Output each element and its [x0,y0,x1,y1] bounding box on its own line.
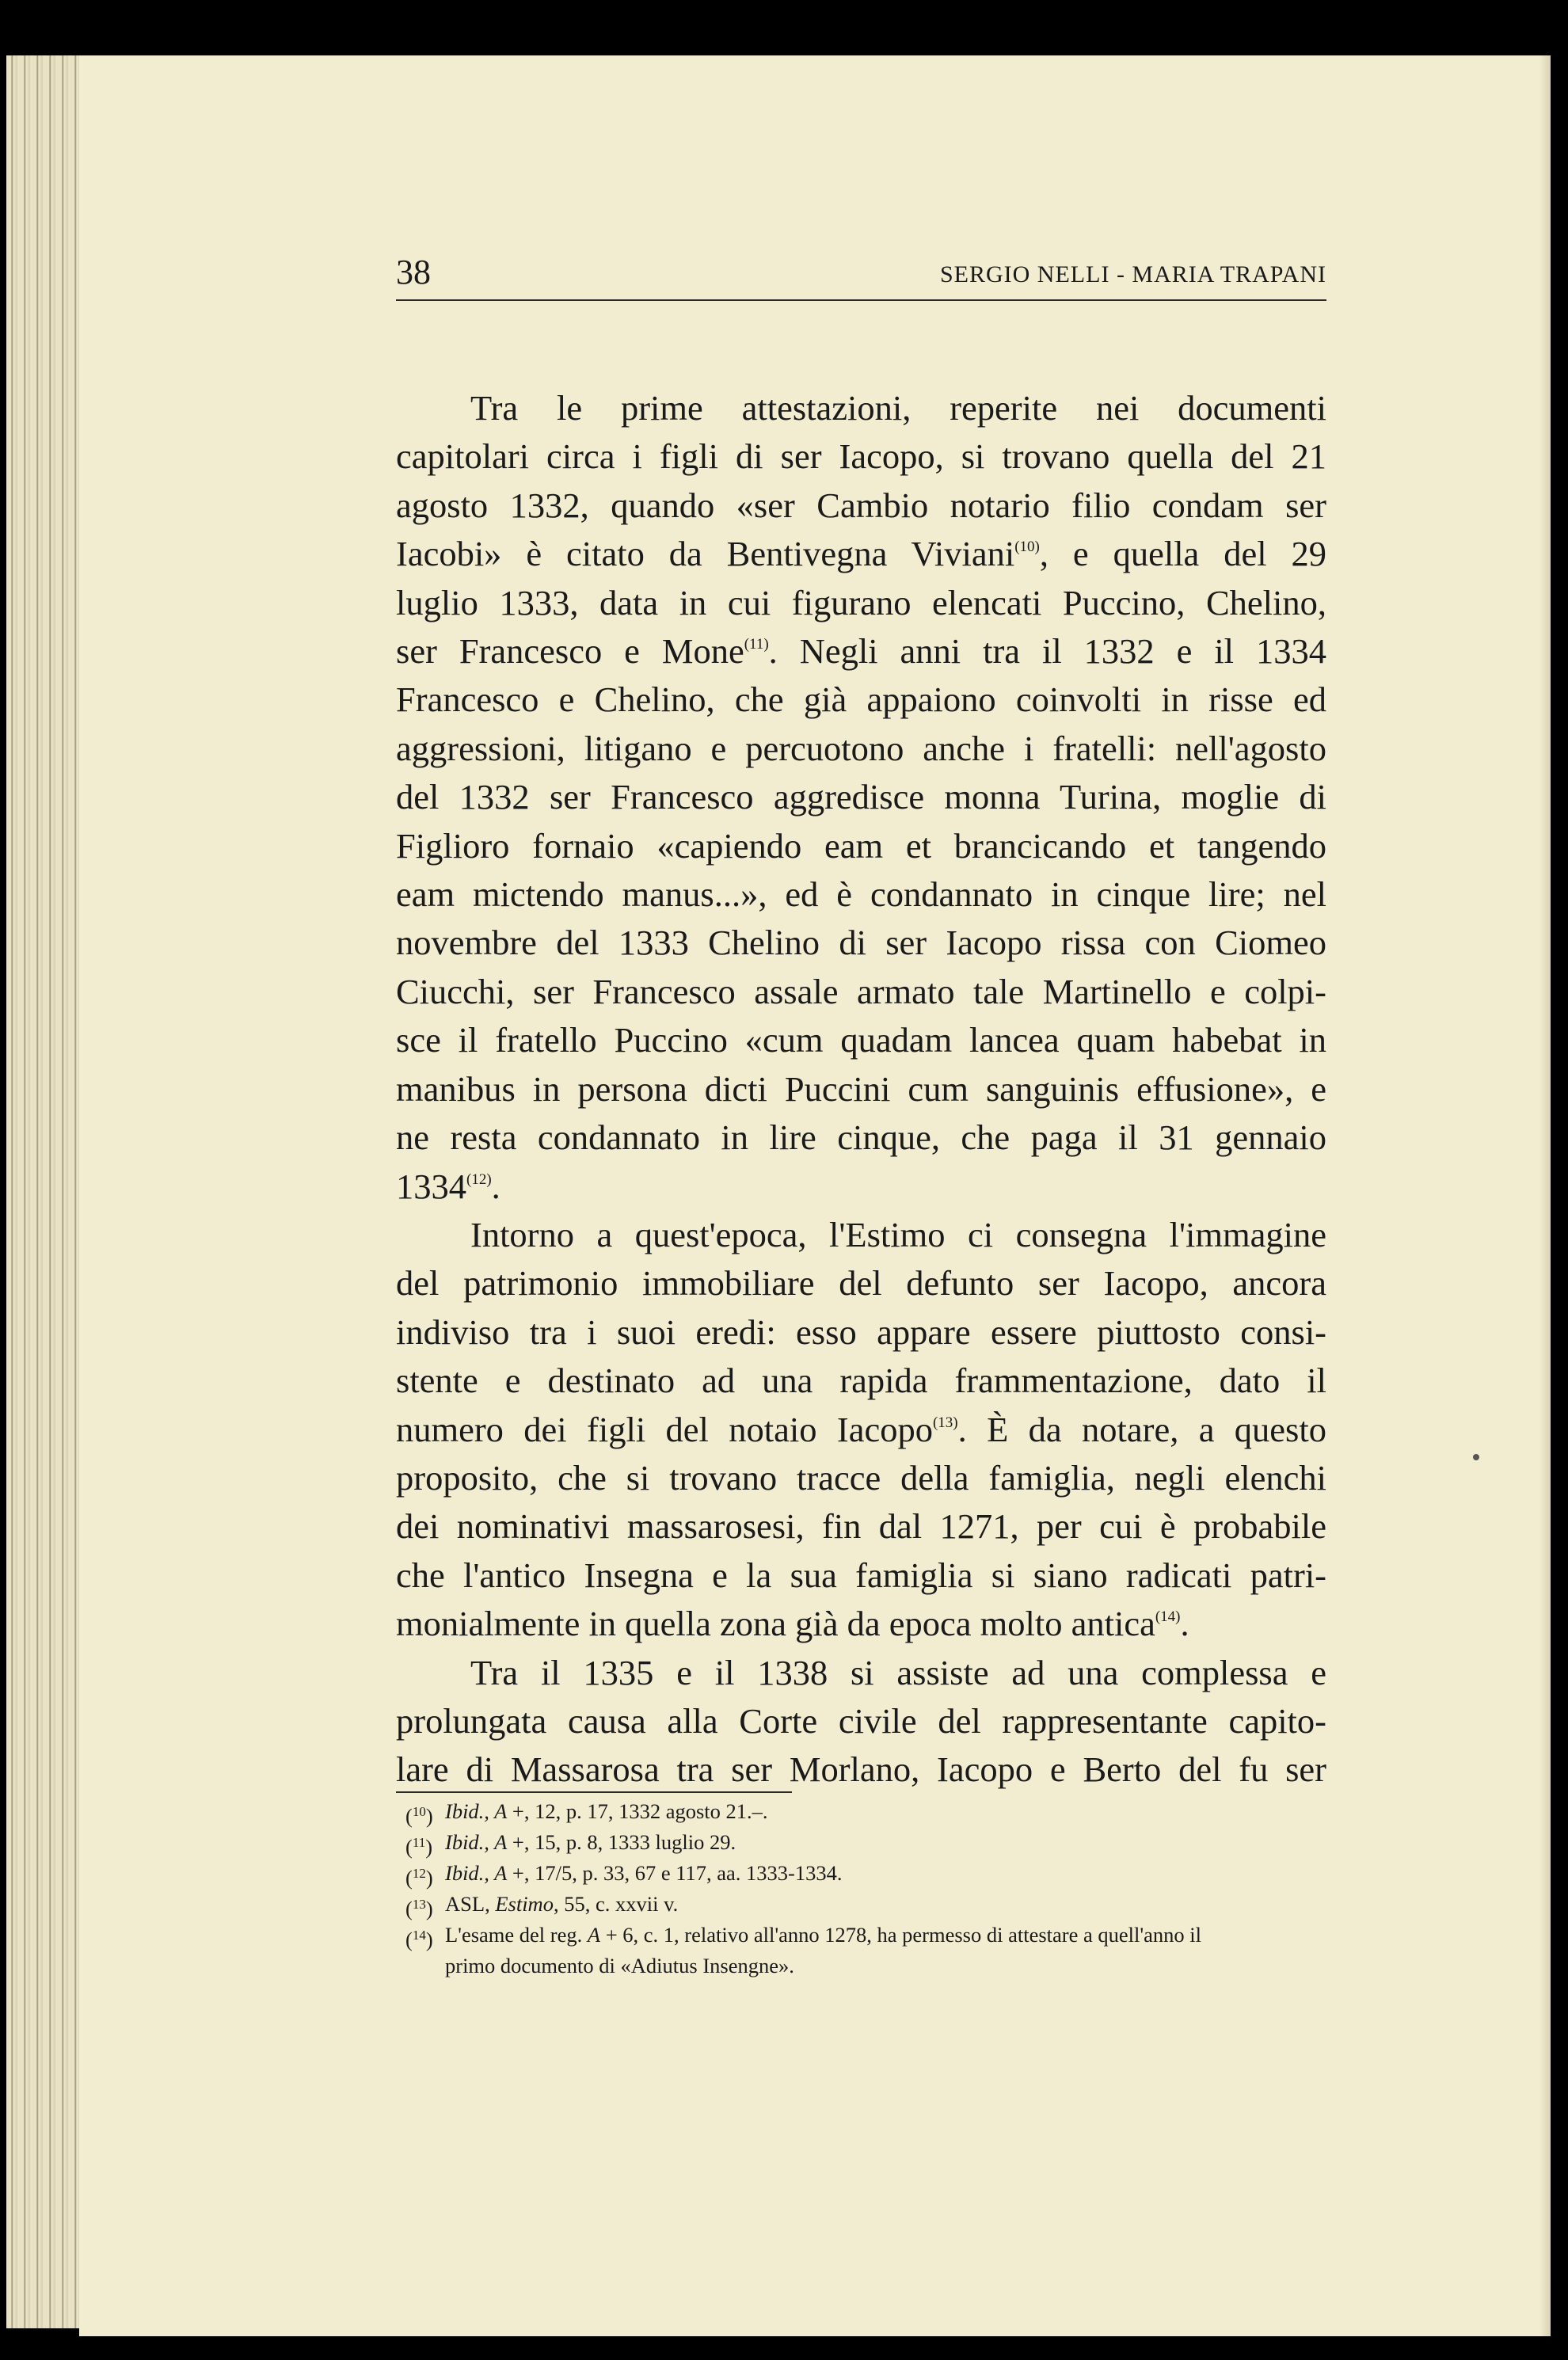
page-fold-shadow [1539,55,1551,2336]
footnote-ref: (14) [1155,1608,1181,1626]
footnote-ref: (10) [1014,539,1040,556]
text-line: lare di Massarosa tra ser Morlano, Iacopo e Berto del fu ser [396,1749,1326,1790]
text-line: che l'antico Insegna e la sua famiglia si siano radicati patri- [396,1555,1326,1595]
footnote-number: ($^{13}$) [405,1897,433,1920]
text-line: eam mictendo manus...», ed è condannato in cinque lire; nel [396,874,1326,915]
text-line: Tra le prime attestazioni, reperite nei documenti [470,388,1326,428]
text-line: novembre del 1333 Chelino di ser Iacopo rissa con Ciomeo [396,923,1326,963]
text-line: manibus in persona dicti Puccini cum sanguinis effusione», e [396,1068,1326,1109]
text-line: Iacobi» è citato da Bentivegna Viviani$^{(10)}$, e quella del 29 [396,534,1326,574]
footnotes [396,1796,1330,1981]
text-line: Tra il 1335 e il 1338 si assiste ad una complessa e [470,1652,1326,1692]
text-line: del patrimonio immobiliare del defunto ser Iacopo, ancora [396,1263,1326,1304]
text-line: stente e destinato ad una rapida frammentazione, dato il [396,1361,1326,1401]
paragraph-1 [396,384,1326,1211]
text-line: luglio 1333, data in cui figurano elencati Puccino, Chelino, [396,582,1326,622]
footnote-11: ($^{11}$) Ibid., A +, 15, p. 8, 1333 luglio 29. [396,1827,1330,1858]
page-number: 38 [396,253,431,291]
footnote-ref: (11) [744,636,769,653]
text-line: Intorno a quest'epoca, l'Estimo ci consegna l'immagine [470,1214,1326,1254]
footnote-12: ($^{12}$) Ibid., A +, 17/5, p. 33, 67 e 117, aa. 1333-1334. [396,1858,1330,1889]
header-rule [396,299,1326,301]
text-line: dei nominativi massarosesi, fin dal 1271, per cui è probabile [396,1506,1326,1547]
text-line: capitolari circa i figli di ser Iacopo, si trovano quella del 21 [396,436,1326,477]
text-line: monialmente in quella zona già da epoca molto antica$^{(14)}$. [396,1604,1189,1644]
footnote-ref: (13) [932,1414,958,1431]
text-line: numero dei figli del notaio Iacopo$^{(13)}$. È da notare, a questo [396,1409,1326,1449]
text-line: Figlioro fornaio «capiendo eam et brancicando et tangendo [396,825,1326,866]
paper-speck [1473,1454,1479,1460]
text-line: 1334$^{(12)}$. [396,1166,500,1206]
running-head: SERGIO NELLI - MARIA TRAPANI [939,261,1326,287]
text-line: Ciucchi, ser Francesco assale armato tale Martinello e colpi- [396,971,1326,1011]
text-line: aggressioni, litigano e percuotono anche i fratelli: nell'agosto [396,728,1326,768]
footnote-14: ($^{14}$) L'esame del reg. A + 6, c. 1, relativo all'anno 1278, ha permesso di attestare a quell'anno il primo documento di «Adiutus Insengne». [396,1920,1330,1981]
text-line: ne resta condannato in lire cinque, che paga il 31 gennaio [396,1117,1326,1158]
footnote-13: ($^{13}$) ASL, Estimo, 55, c. xxvii v. [396,1889,1330,1920]
footnote-number: ($^{11}$) [405,1835,433,1859]
paragraph-2 [396,1211,1326,1649]
paragraph-3 [396,1649,1326,1795]
footnote-number: ($^{12}$) [405,1866,433,1890]
text-line: ser Francesco e Mone$^{(11)}$. Negli anni tra il 1332 e il 1334 [396,631,1326,672]
page-header [396,252,1326,303]
footnote-number: ($^{14}$) [405,1928,433,1951]
text-line: Francesco e Chelino, che già appaiono coinvolti in risse ed [396,679,1326,720]
text-line: proposito, che si trovano tracce della famiglia, negli elenchi [396,1457,1326,1498]
text-line: sce il fratello Puccino «cum quadam lancea quam habebat in [396,1020,1326,1060]
text-line: indiviso tra i suoi eredi: esso appare essere piuttosto consi- [396,1311,1326,1352]
text-line: del 1332 ser Francesco aggredisce monna Turina, moglie di [396,777,1326,817]
text-line: agosto 1332, quando «ser Cambio notario filio condam ser [396,485,1326,525]
text-line: prolungata causa alla Corte civile del rappresentante capito- [396,1700,1326,1741]
footnote-rule [396,1791,792,1793]
footnote-ref: (12) [466,1170,492,1188]
footnote-number: ($^{10}$) [405,1804,433,1828]
footnote-10: ($^{10}$) Ibid., A +, 12, p. 17, 1332 agosto 21.–. [396,1796,1330,1827]
body-text [396,384,1326,1795]
